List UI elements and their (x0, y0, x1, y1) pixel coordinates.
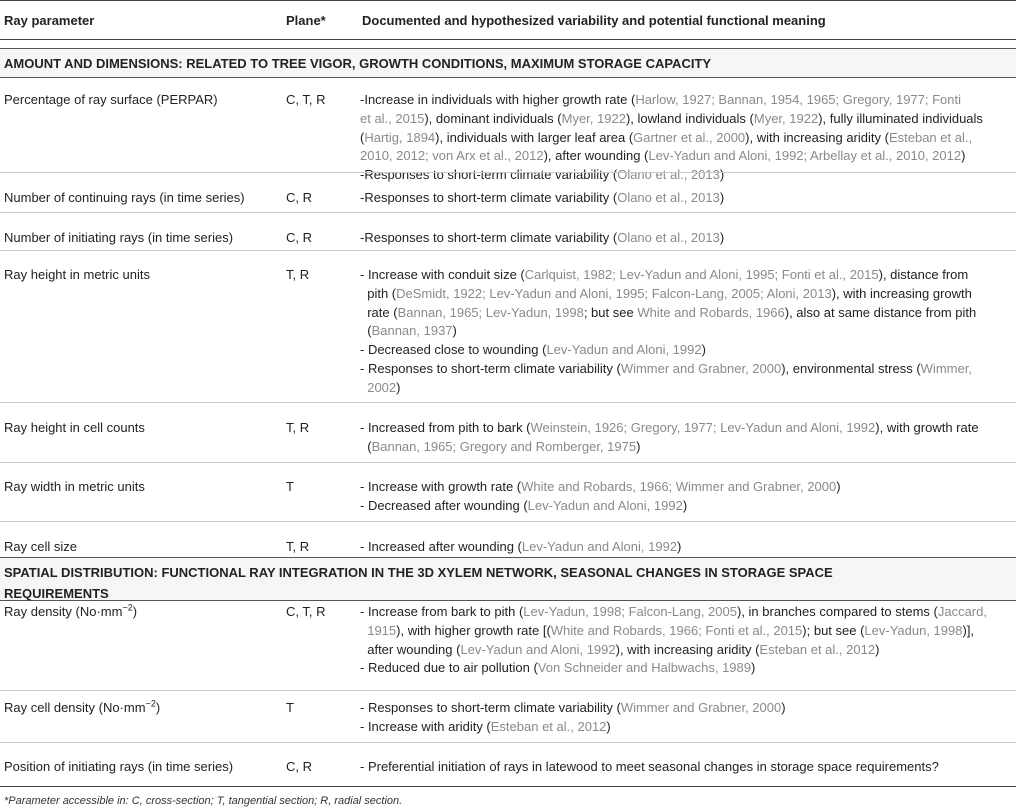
row-parameter-text: Ray height in cell counts (4, 420, 145, 435)
row-divider (0, 690, 1016, 691)
row-description (360, 266, 1016, 398)
citation-text: Weinstein, 1926; Gregory, 1977; Lev-Yadun and Aloni, 1992 (530, 420, 876, 435)
citation-text: Esteban et al., (888, 129, 973, 145)
description-text: ) (719, 190, 725, 205)
citation-text: Olano et al., 2013 (617, 190, 720, 205)
description-line (360, 699, 1016, 718)
row-plane: C, T, R (286, 92, 326, 107)
row-description (360, 478, 1016, 516)
citation-text: Carlquist, 1982; Lev-Yadun and Aloni, 1995; Fonti et al., 2015 (524, 267, 879, 282)
row-plane: C, R (286, 759, 312, 774)
row-parameter-text: Percentage of ray surface (PERPAR) (4, 92, 218, 107)
description-text: ) (719, 230, 725, 245)
description-line (360, 718, 1016, 737)
row-description (360, 229, 1016, 248)
row-parameter-close: ) (155, 700, 161, 715)
citation-text: Lev-Yadun, 1998; Falcon-Lang, 2005 (523, 604, 737, 619)
description-text: ) (396, 379, 401, 395)
citation-text: Bannan, 1937 (371, 323, 453, 339)
row-description (360, 758, 1016, 777)
description-text: - Responses to short-term climate variability ( (360, 700, 621, 715)
citation-text: 1915 (360, 622, 397, 638)
citation-text: Jaccard, (937, 604, 987, 619)
description-text: ; but see (583, 304, 638, 320)
row-parameter-exponent: −2 (122, 602, 133, 613)
description-text: ) (606, 718, 611, 734)
description-line (360, 419, 1016, 438)
description-line (360, 147, 1016, 166)
description-text: -Increase in individuals with higher growth rate ( (360, 92, 636, 107)
row-description (360, 699, 1016, 737)
description-text: ), in branches compared to stems ( (736, 604, 938, 619)
row-parameter (4, 419, 284, 437)
row-plane: T, R (286, 420, 310, 435)
description-line (360, 478, 1016, 497)
row-divider (0, 521, 1016, 522)
description-text: - Preferential initiation of rays in latewood to meet seasonal changes in storage space requirements? (360, 759, 939, 774)
description-line (360, 166, 1016, 185)
description-text: ), distance from (878, 267, 969, 282)
description-text: ) (719, 167, 725, 183)
citation-text: Olano et al., 2013 (617, 167, 720, 183)
description-text: ( (360, 129, 365, 145)
citation-text: Esteban et al., 2012 (490, 718, 607, 734)
citation-text: Hartig, 1894 (364, 129, 436, 145)
citation-text: DeSmidt, 1922; Lev-Yadun and Aloni, 1995; Falcon-Lang, 2005; Aloni, 2013 (396, 285, 832, 301)
description-text: - Increase with aridity ( (360, 718, 491, 734)
citation-text: Von Schneider and Halbwachs, 1989 (537, 660, 751, 676)
row-description (360, 189, 1016, 208)
row-description (360, 419, 1016, 457)
description-text: - Decreased after wounding ( (360, 497, 528, 513)
row-plane: C, T, R (286, 604, 326, 619)
row-parameter (4, 538, 284, 556)
row-parameter (4, 189, 284, 207)
description-text: pith ( (360, 285, 397, 301)
description-text: )], (962, 622, 975, 638)
row-plane: T, R (286, 539, 310, 554)
citation-text: White and Robards, 1966; Wimmer and Grabner, 2000 (521, 479, 837, 494)
row-divider (0, 172, 1016, 173)
footnote: *Parameter accessible in: C, cross-section; T, tangential section; R, radial section. (4, 795, 403, 807)
row-parameter-text: Position of initiating rays (in time series) (4, 759, 234, 774)
description-text: ) (701, 342, 706, 358)
description-text: ( (360, 438, 372, 454)
description-text: -Responses to short-term climate variability ( (360, 230, 618, 245)
description-text: -Responses to short-term climate variability ( (360, 190, 618, 205)
citation-text: Lev-Yadun and Aloni, 1992 (546, 342, 702, 358)
description-text: rate ( (360, 304, 398, 320)
description-text: ); but see ( (802, 622, 865, 638)
row-description (360, 91, 1016, 185)
description-line (360, 641, 1016, 660)
row-parameter-text: Ray cell size (4, 539, 77, 554)
row-divider (0, 742, 1016, 743)
header-plane: Plane* (286, 13, 326, 28)
citation-text: Lev-Yadun and Aloni, 1992 (527, 497, 683, 513)
description-line (360, 91, 1016, 110)
description-text: after wounding ( (360, 641, 461, 657)
description-text: ) (961, 148, 966, 164)
description-line (360, 110, 1016, 129)
row-parameter-close: ) (132, 604, 138, 619)
row-parameter (4, 603, 284, 621)
description-text: -Responses to short-term climate variability ( (360, 167, 618, 183)
row-plane: T, R (286, 267, 310, 282)
description-text: ), also at same distance from pith (784, 304, 977, 320)
description-text: ), with increasing aridity ( (745, 129, 889, 145)
section-title: SPATIAL DISTRIBUTION: FUNCTIONAL RAY INTEGRATION IN THE 3D XYLEM NETWORK, SEASONAL CHANGES IN STORAGE SPACE REQUIREMENTS (4, 565, 833, 601)
citation-text: Lev-Yadun and Aloni, 1992 (460, 641, 616, 657)
citation-text: Bannan, 1965; Gregory and Romberger, 1975 (371, 438, 637, 454)
citation-text: Olano et al., 2013 (617, 230, 720, 245)
description-line (360, 497, 1016, 516)
row-plane: T (286, 700, 294, 715)
citation-text: Wimmer and Grabner, 2000 (620, 360, 782, 376)
description-text: - Increased after wounding ( (360, 539, 522, 554)
citation-text: Gartner et al., 2000 (633, 129, 746, 145)
row-parameter (4, 229, 284, 247)
row-parameter-text: Number of initiating rays (in time series) (4, 230, 234, 245)
description-line (360, 659, 1016, 678)
description-line (360, 360, 1016, 379)
description-text: ), fully illuminated individuals (818, 110, 983, 126)
row-parameter (4, 91, 284, 109)
description-text: - Responses to short-term climate variability ( (360, 360, 621, 376)
row-parameter (4, 699, 284, 717)
citation-text: Esteban et al., 2012 (759, 641, 876, 657)
description-line (360, 129, 1016, 148)
row-parameter-text: Ray cell density (No·mm (4, 700, 146, 715)
description-text: ) (677, 539, 682, 554)
description-text: ), environmental stress ( (781, 360, 921, 376)
row-parameter (4, 758, 284, 776)
citation-text: 2002 (360, 379, 397, 395)
description-text: ) (751, 660, 756, 676)
row-parameter-text: Number of continuing rays (in time series) (4, 190, 245, 205)
citation-text: Myer, 1922 (753, 110, 819, 126)
row-divider (0, 250, 1016, 251)
description-line (360, 285, 1016, 304)
description-text: - Increase with growth rate ( (360, 479, 522, 494)
header-ray-parameter: Ray parameter (4, 13, 95, 28)
description-text: - Increase from bark to pith ( (360, 604, 524, 619)
header-variability: Documented and hypothesized variability and potential functional meaning (362, 13, 826, 28)
row-parameter-text: Ray width in metric units (4, 479, 145, 494)
description-line (360, 266, 1016, 285)
row-parameter (4, 478, 284, 496)
section-title: AMOUNT AND DIMENSIONS: RELATED TO TREE VIGOR, GROWTH CONDITIONS, MAXIMUM STORAGE CAPACITY (4, 56, 712, 71)
row-description (360, 603, 1016, 678)
row-parameter-exponent: −2 (145, 698, 156, 709)
description-text: ) (452, 323, 457, 339)
citation-text: White and Robards, 1966; Fonti et al., 2015 (550, 622, 803, 638)
description-text: - Decreased close to wounding ( (360, 342, 547, 358)
citation-text: Wimmer, (920, 360, 972, 376)
description-text: ), lowland individuals ( (625, 110, 754, 126)
description-text: ) (875, 641, 880, 657)
citation-text: Harlow, 1927; Bannan, 1954, 1965; Gregory, 1977; Fonti (635, 92, 962, 107)
description-text: ) (836, 479, 841, 494)
description-line (360, 603, 1016, 622)
description-text: ) (636, 438, 641, 454)
section-amount-dimensions (0, 48, 1016, 78)
row-plane: T (286, 479, 294, 494)
description-text: ), with increasing aridity ( (615, 641, 760, 657)
description-line (360, 538, 1016, 557)
row-divider (0, 402, 1016, 403)
description-line (360, 622, 1016, 641)
description-text: ) (682, 497, 688, 513)
row-plane: C, R (286, 190, 312, 205)
row-plane: C, R (286, 230, 312, 245)
row-parameter-text: Ray height in metric units (4, 267, 150, 282)
section-spatial-distribution (0, 557, 1016, 601)
description-text: ) (781, 700, 786, 715)
table-header (0, 0, 1016, 40)
citation-text: Lev-Yadun, 1998 (864, 622, 963, 638)
description-line (360, 341, 1016, 360)
description-text: - Reduced due to air pollution ( (360, 660, 538, 676)
description-line (360, 189, 1016, 208)
description-line (360, 379, 1016, 398)
citation-text: White and Robards, 1966 (637, 304, 785, 320)
row-parameter (4, 266, 284, 284)
row-description (360, 538, 1016, 557)
citation-text: Bannan, 1965; Lev-Yadun, 1998 (397, 304, 584, 320)
citation-text: Wimmer and Grabner, 2000 (620, 700, 782, 715)
description-line (360, 229, 1016, 248)
description-text: - Increased from pith to bark ( (360, 420, 531, 435)
row-divider (0, 212, 1016, 213)
description-text: ( (360, 323, 372, 339)
citation-text: 2010, 2012; von Arx et al., 2012 (360, 148, 544, 164)
description-line (360, 304, 1016, 323)
description-line (360, 438, 1016, 457)
description-line (360, 322, 1016, 341)
citation-text: et al., 2015 (360, 110, 425, 126)
description-text: ), dominant individuals ( (424, 110, 562, 126)
description-text: ), with growth rate (875, 420, 979, 435)
description-line (360, 758, 1016, 777)
table-bottom-rule (0, 786, 1016, 787)
citation-text: Lev-Yadun and Aloni, 1992; Arbellay et al., 2010, 2012 (648, 148, 962, 164)
description-text: ), individuals with larger leaf area ( (435, 129, 634, 145)
description-text: ), after wounding ( (543, 148, 649, 164)
description-text: ), with higher growth rate [( (396, 622, 551, 638)
description-text: - Increase with conduit size ( (360, 267, 525, 282)
citation-text: Lev-Yadun and Aloni, 1992 (521, 539, 678, 554)
description-text: ), with increasing growth (831, 285, 972, 301)
row-parameter-text: Ray density (No·mm (4, 604, 123, 619)
citation-text: Myer, 1922 (561, 110, 626, 126)
row-divider (0, 462, 1016, 463)
